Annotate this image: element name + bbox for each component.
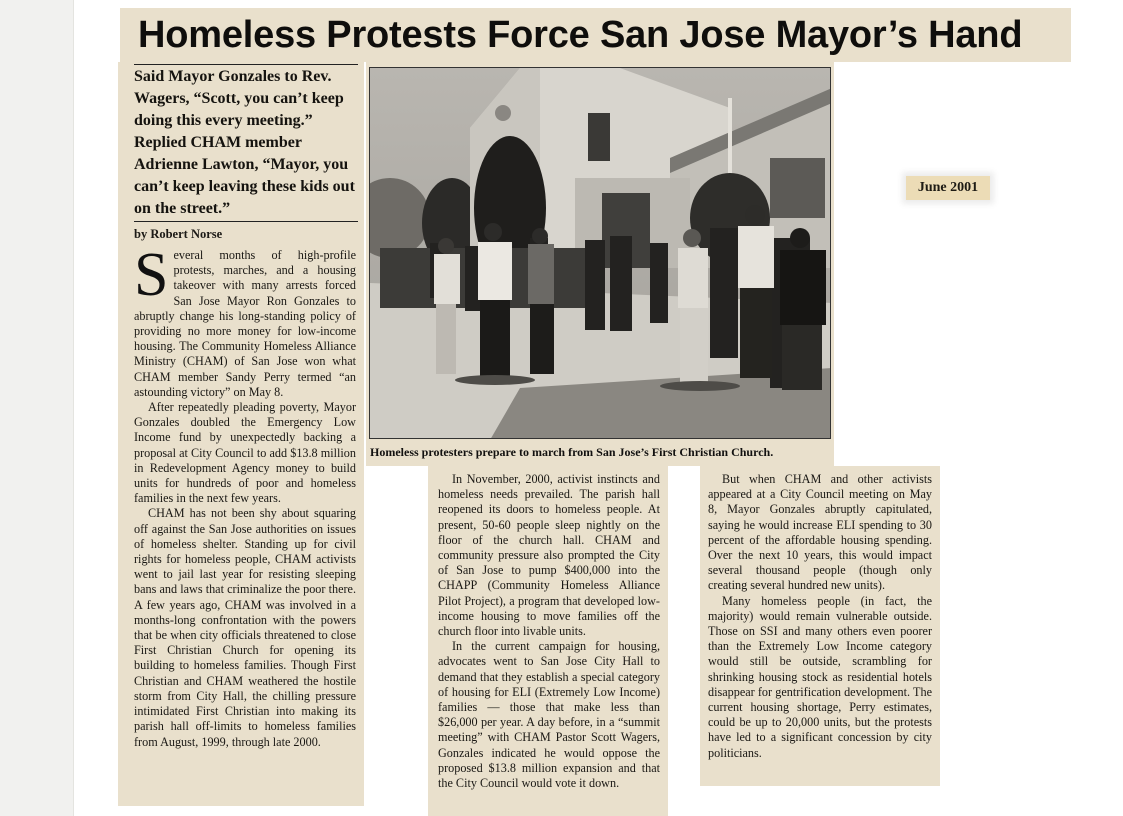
column-1-paragraph-1: Several months of high-profile protests, marches, and a housing takeover with many arrests forced San Jose Mayor Ron Gonzales to abruptly change his long-standing policy of providing no more money for low-income housing. The Community Homeless Alliance Ministry (CHAM) of San Jose won what CHAM member Sandy Perry termed “an astounding victory” on May 8. (134, 241, 356, 399)
article-column-2 (438, 472, 660, 791)
pull-quote: Said Mayor Gonzales to Rev. Wagers, “Scott, you can’t keep doing this every meeting.” Replied CHAM member Adrienne Lawton, “Mayor, you can’t keep leaving these kids out on the street.” (134, 68, 355, 217)
column-3-paragraph-2: Many homeless people (in fact, the majority) would remain vulnerable outside. Those on SSI and many others even poorer than the Extremely Low Income category would still be outside, scrambling for shrinking housing stock as residential hotels disappear for gentrification development. The current housing shortage, Perry estimates, could be up to 20,000 units, but the protests have led to a significant concession by city politicians. (708, 593, 932, 760)
byline: by Robert Norse (134, 227, 223, 241)
column-2-paragraph-1: In November, 2000, activist instincts and homeless needs prevailed. The parish hall reopened its doors to homeless people. At present, 50-60 people sleep nightly on the floor of the church hall. CHAM and community pressure also prompted the City of San Jose to pump $400,000 into the CHAPP (Community Homeless Alliance Pilot Project), a program that developed low-income housing to move families off the church floor into livable units. (438, 472, 660, 639)
church-protest-photo (369, 67, 831, 439)
article-column-3 (708, 472, 932, 761)
column-3-paragraph-1: But when CHAM and other activists appeared at a City Council meeting on May 8, Mayor Gonzales abruptly capitulated, saying he would increase ELI spending to 30 percent of the affordable housing spending. Over the next 10 years, this would impact several thousand people (though only creating several hundred new units). (708, 472, 932, 593)
photo-caption: Homeless protesters prepare to march from San Jose’s First Christian Church. (370, 445, 774, 459)
pull-quote-top-rule (134, 64, 358, 65)
column-2-paragraph-2: In the current campaign for housing, advocates went to San Jose City Hall to demand that they establish a special category of housing for ELI (Extremely Low Income) families — those that make less than $26,000 per year. A day before, in a “summit meeting” with CHAM Pastor Scott Wagers, Gonzales indicated he would oppose the proposed $13.8 million expansion and that the City Council would vote it down. (438, 639, 660, 791)
drop-cap: S (134, 241, 169, 309)
column-1-paragraph-2: After repeatedly pleading poverty, Mayor Gonzales doubled the Emergency Low Income fund by unexpectedly backing a proposal at City Council to add $13.8 million in Redevelopment Agency money to build units for hundreds of poor and homeless families in the next few years. (134, 400, 356, 506)
scan-margin (0, 0, 74, 816)
headline: Homeless Protests Force San Jose Mayor’s Hand (138, 14, 1023, 56)
date-note: June 2001 (906, 176, 990, 200)
pull-quote-bottom-rule (134, 221, 358, 222)
article-column-1 (134, 241, 356, 750)
photo-image (370, 68, 831, 439)
column-1-paragraph-3: CHAM has not been shy about squaring off against the San Jose authorities on issues of homeless shelter. Standing up for civil rights for homeless people, CHAM activists went to jail last year for resisting sleeping bans and laws that criminalize the poor there. A few years ago, CHAM was involved in a months-long confrontation with the powers that be when city officials threatened to close First Christian Church for opening its building to homeless families. Though First Christian and CHAM weathered the hostile storm from City Hall, the chilling pressure intimidated First Christian into making its parish hall off-limits to homeless families from August, 1999, through late 2000. (134, 506, 356, 749)
